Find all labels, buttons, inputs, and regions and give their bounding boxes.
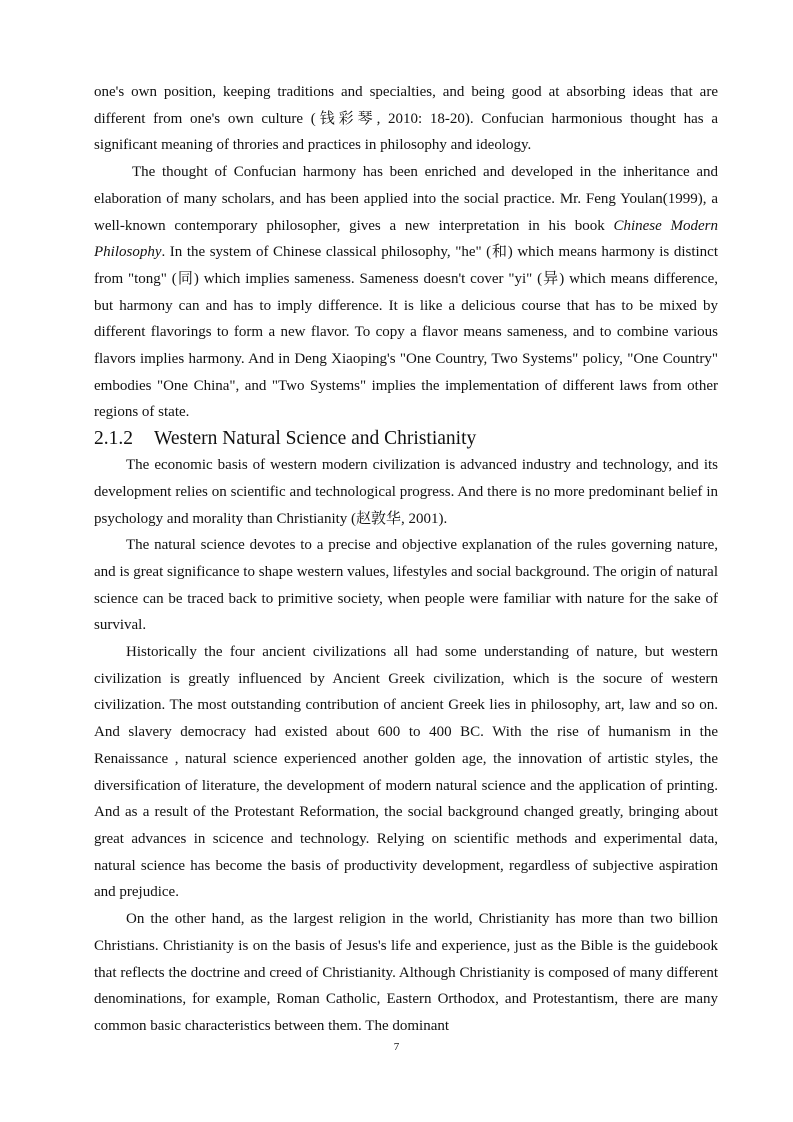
- section-heading: [94, 426, 718, 452]
- paragraph-text: The thought of Confucian harmony has been enriched and developed in the inheritance and elaboration of many scholars, and has been applied into the social practice. Mr. Feng Youlan(1999), a well-known contemporary philosopher, gives a new interpretation in his book: [94, 164, 718, 234]
- section-title: Western Natural Science and Christianity: [154, 428, 477, 450]
- paragraph-christianity: On the other hand, as the largest religion in the world, Christianity has more than two billion Christians. Christianity is on the basis of Jesus's life and experience, just as the Bible is the guidebook that reflects the doctrine and creed of Christianity. Although Christianity is composed of many different denominations, for example, Roman Catholic, Eastern Orthodox, and Protestantism, there are many common basic characteristics between them. The dominant: [94, 911, 718, 1034]
- book-title: Chinese Modern Philosophy: [94, 217, 718, 261]
- page-number: 7: [393, 1041, 400, 1053]
- paragraph-continuation: one's own position, keeping traditions and specialties, and being good at absorbing ideas that are different from one's own culture (钱彩琴, 2010: 18-20). Confucian harmonious thought has a significant meaning of throries and practices in philosophy and ideology.: [94, 84, 718, 154]
- paragraph-natural-science: The natural science devotes to a precise and objective explanation of the rules governing nature, and is great significance to shape western values, lifestyles and social background. The origin of natural science can be traced back to primitive society, when people were familiar with nature for the sake of survival.: [94, 537, 718, 634]
- paragraph-history: Historically the four ancient civilizations all had some understanding of nature, but western civilization is greatly influenced by Ancient Greek civilization, which is the socure of western civilization. The most outstanding contribution of ancient Greek lies in philosophy, art, law and so on. And slavery democracy had existed about 600 to 400 BC. With the rise of humanism in the Renaissance , natural science experienced another golden age, the innovation of artistic styles, the diversification of literature, the development of modern natural science and the application of printing. And as a result of the Protestant Reformation, the social background changed greatly, bringing about great advances in scicence and technology. Relying on scientific methods and experimental data, natural science has become the basis of productivity development, regardless of subjective aspiration and prejudice.: [94, 644, 718, 901]
- paragraph-text: . In the system of Chinese classical philosophy, "he" (和) which means harmony is distinct from "tong" (同) which implies sameness. Sameness doesn't cover "yi" (异) which means difference, but harmony can and has to imply difference. It is like a delicious course that has to be mixed by different flavorings to form a new flavor. To copy a flavor means sameness, and to combine various flavors implies harmony. And in Deng Xiaoping's "One Country, Two Systems" policy, "One Country" embodies "One China", and "Two Systems" implies the implementation of different laws from other regions of state.: [94, 244, 718, 421]
- paragraph-confucian-harmony: [94, 159, 718, 426]
- section-number: 2.1.2: [94, 428, 133, 450]
- document-body: [94, 79, 718, 1040]
- paragraph-economic-basis: The economic basis of western modern civilization is advanced industry and technology, and its development relies on scientific and technological progress. And there is no more predominant belief in psychology and morality than Christianity (赵敦华, 2001).: [94, 457, 718, 527]
